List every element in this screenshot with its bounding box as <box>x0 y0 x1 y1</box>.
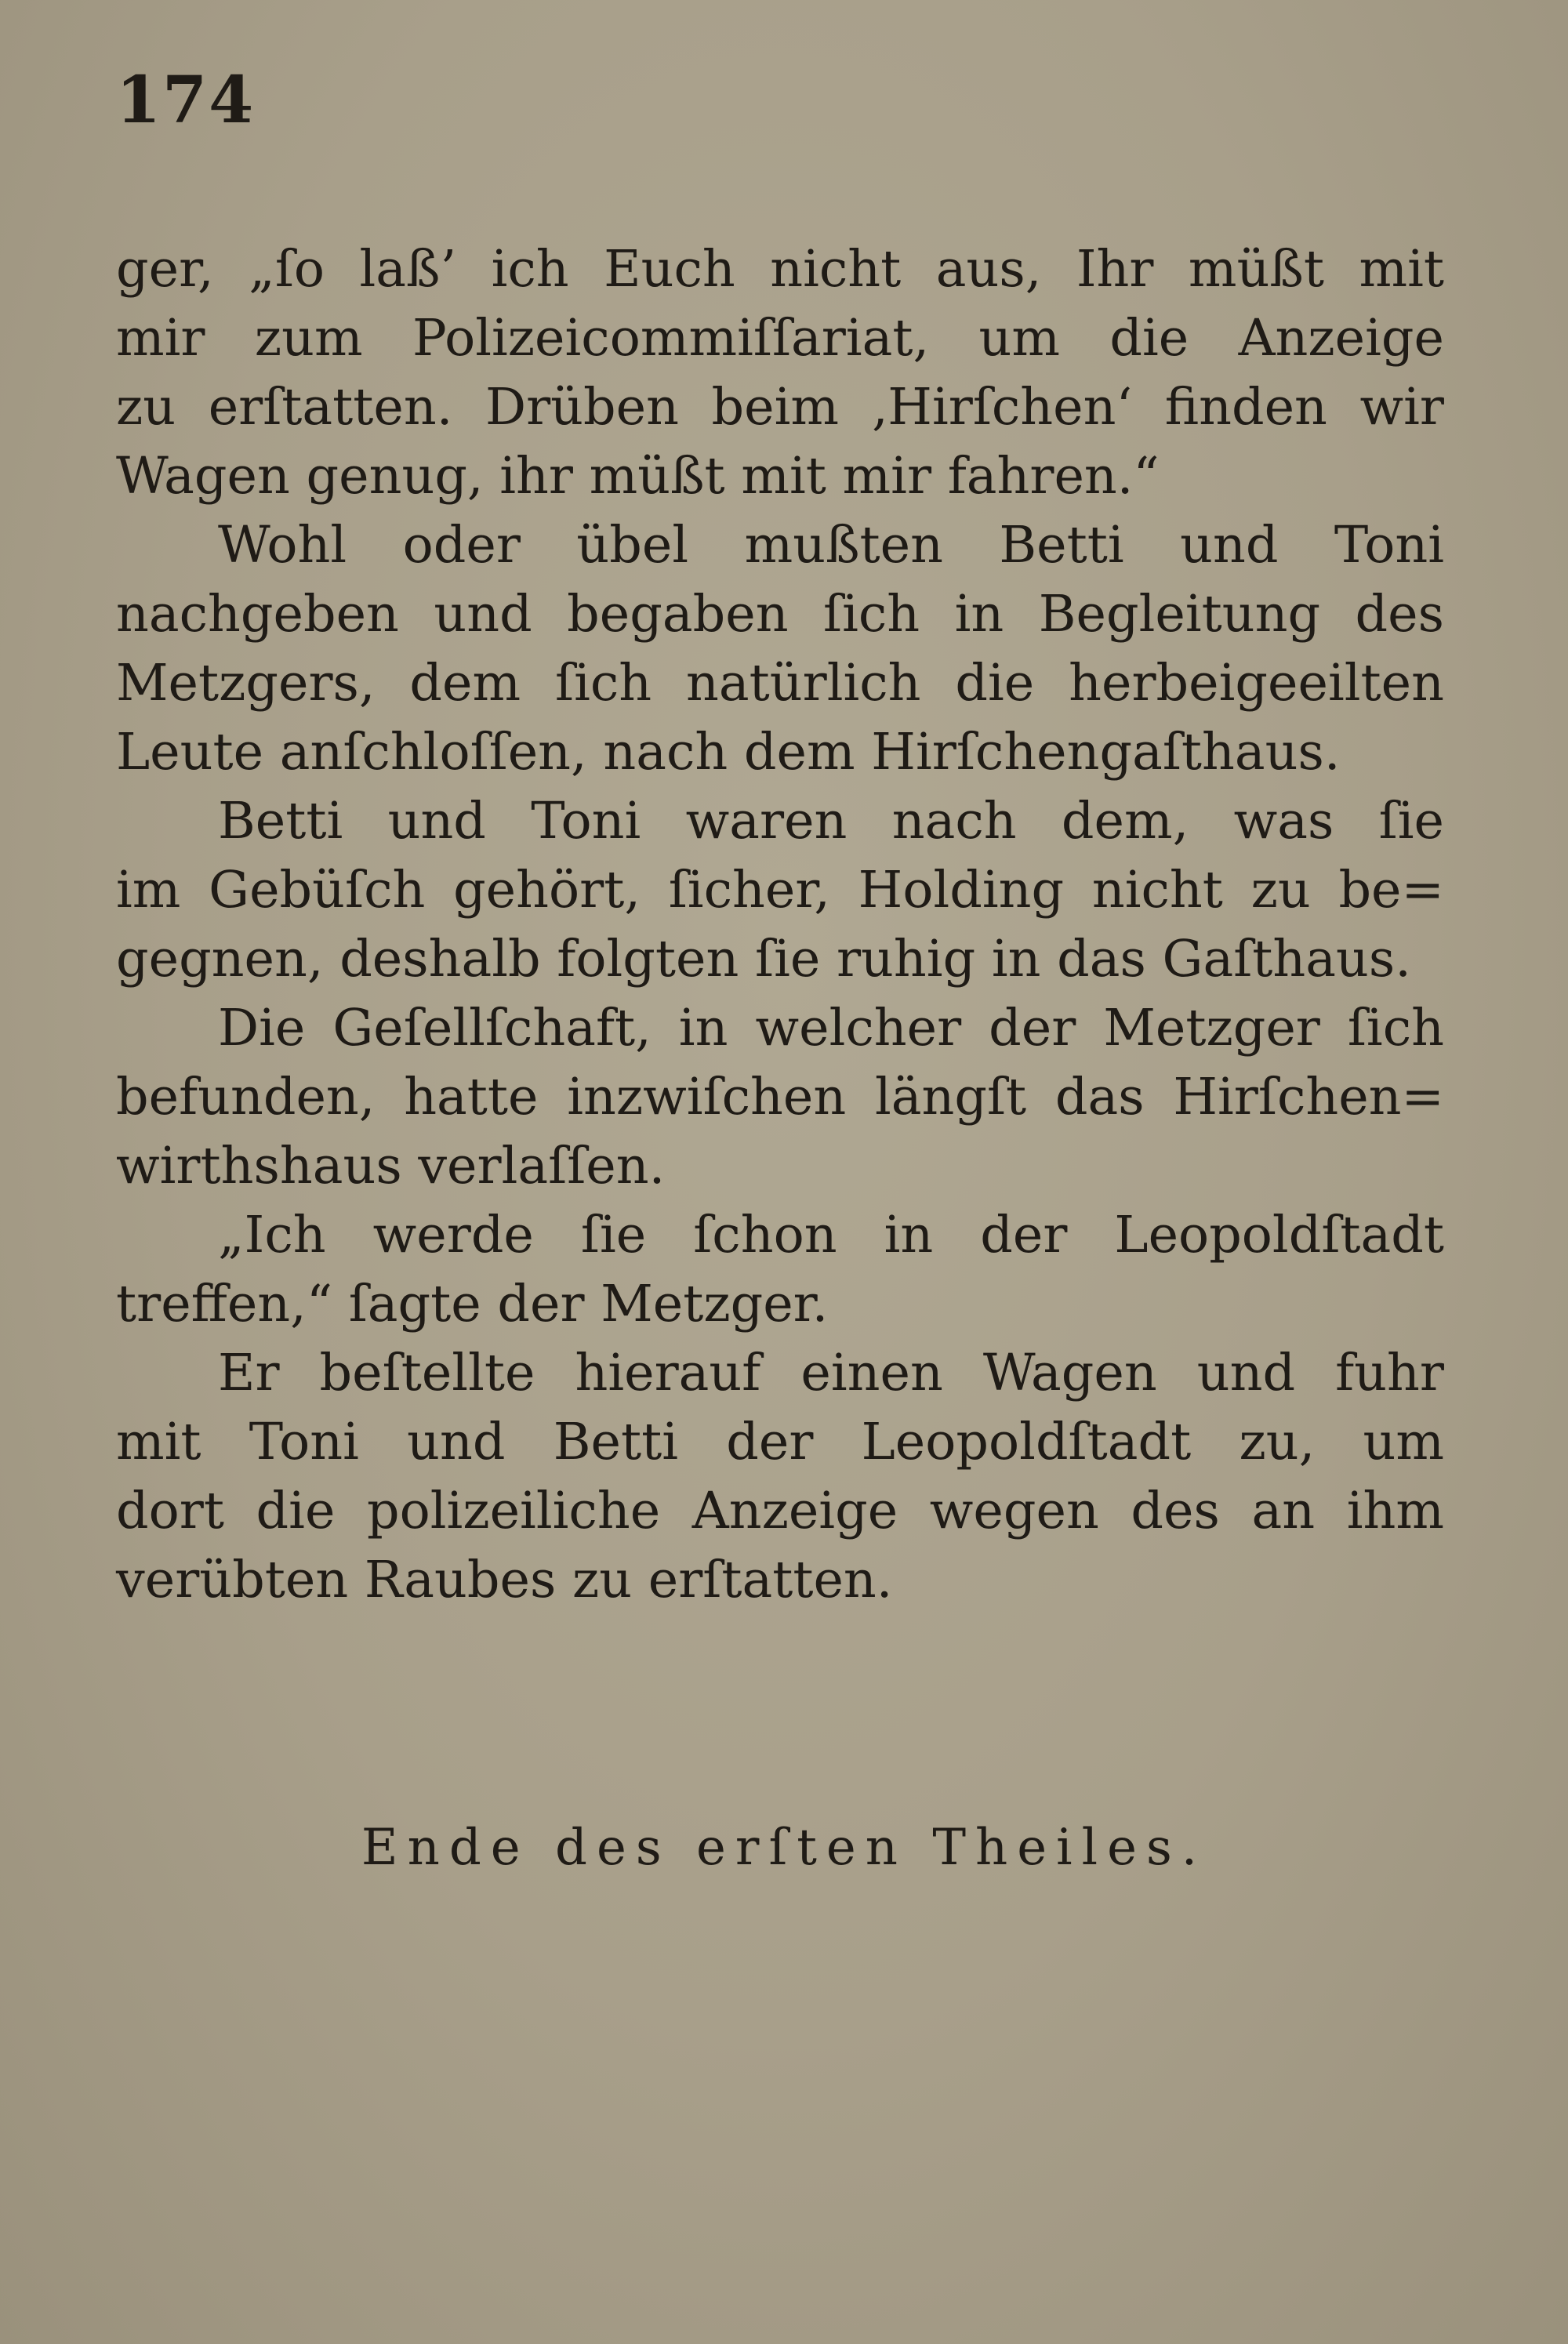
text-line: dort die polizeiliche Anzeige wegen des an ihm <box>116 1482 1444 1540</box>
paragraph <box>116 1339 1444 1615</box>
text-line: Betti und Toni waren nach dem, was ſie <box>218 792 1444 851</box>
text-line: zu erſtatten. Drüben beim ‚Hirſchen‘ finden wir <box>116 378 1444 437</box>
paragraph <box>116 235 1444 511</box>
text-line: befunden, hatte inzwiſchen längſt das Hirſchen= <box>116 1068 1444 1127</box>
text-line: Er beſtellte hierauf einen Wagen und fuhr <box>218 1344 1444 1402</box>
body-text <box>116 235 1444 1615</box>
text-line: Die Geſellſchaft, in welcher der Metzger ſich <box>218 999 1444 1058</box>
paragraph <box>116 511 1444 787</box>
text-line: Metzgers, dem ſich natürlich die herbeigeeilten <box>116 654 1444 713</box>
text-line: Wagen genug, ihr müßt mit mir fahren.“ <box>116 447 1160 506</box>
text-line: treffen,“ ſagte der Metzger. <box>116 1275 829 1333</box>
text-line: Wohl oder übel mußten Betti und Toni <box>218 516 1444 575</box>
paragraph <box>116 787 1444 994</box>
text-line: im Gebüſch gehört, ſicher, Holding nicht zu be= <box>116 861 1444 920</box>
text-line: „Ich werde ſie ſchon in der Leopoldſtadt <box>218 1206 1444 1265</box>
text-line: wirthshaus verlaſſen. <box>116 1137 666 1196</box>
text-line: gegnen, deshalb folgten ſie ruhig in das Gaſthaus. <box>116 930 1411 989</box>
paragraph <box>116 1201 1444 1339</box>
text-line: ger, „ſo laß’ ich Euch nicht aus, Ihr müßt mit <box>116 240 1444 299</box>
text-line: mit Toni und Betti der Leopoldſtadt zu, um <box>116 1413 1444 1471</box>
text-line: verübten Raubes zu erſtatten. <box>116 1551 893 1609</box>
paragraph <box>116 994 1444 1201</box>
page-number: 174 <box>116 63 256 138</box>
text-line: mir zum Polizeicommiſſariat, um die Anzeige <box>116 309 1444 368</box>
text-line: nachgeben und begaben ſich in Begleitung des <box>116 585 1444 644</box>
end-of-part-note: Ende des erſten Theiles. <box>361 1819 1207 1877</box>
text-line: Leute anſchloſſen, nach dem Hirſchengaſthaus. <box>116 723 1341 782</box>
